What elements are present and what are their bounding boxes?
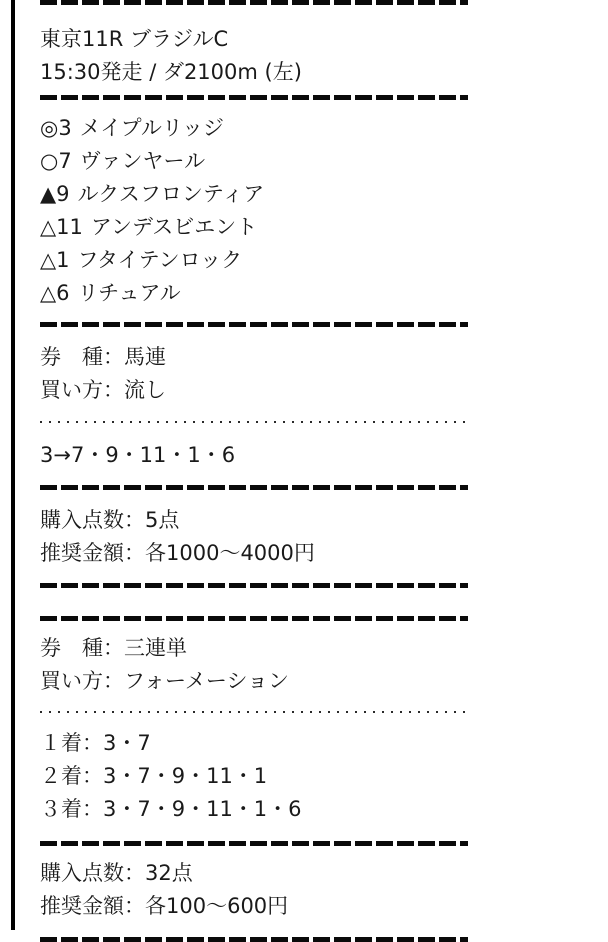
race-header [40,23,468,89]
pick-horse-name: リチュアル [77,281,181,305]
pick-row [40,211,468,244]
amount-line: 推奨金額：各1000〜4000円 [40,541,315,565]
pick-horse-number: 11 [56,215,83,239]
formation-row-third: ３着：3・7・9・11・1・6 [40,797,302,821]
umaren-selection: 3→7・9・11・1・6 [40,443,236,467]
pick-mark-renka: △ [40,248,57,272]
section-divider [40,937,468,942]
dotted-divider [40,421,468,423]
section-divider [40,616,468,621]
formation-row-first: １着：3・7 [40,731,151,755]
race-title: 東京11R ブラジルC [40,27,229,51]
section-divider [40,0,468,5]
points-line: 購入点数：32点 [40,861,193,885]
points-line: 購入点数：5点 [40,508,180,532]
pick-horse-name: アンデスビエント [90,215,258,239]
race-conditions: 15:30発走 / ダ2100m (左) [40,60,302,84]
blockquote-bar [11,0,15,930]
pick-list [40,112,468,310]
sanrentan-bet-header [40,632,468,698]
pick-horse-name: フタイテンロック [77,248,243,272]
sanrentan-purchase-info [40,857,468,923]
bet-method-line: 買い方：流し [40,378,166,402]
pick-mark-taikou: ○ [40,149,59,173]
pick-mark-renka: △ [40,215,57,239]
section-divider [40,95,468,100]
section-divider [40,841,468,846]
pick-horse-name: メイプルリッジ [79,116,224,140]
umaren-bet-header [40,341,468,407]
formation-row-second: ２着：3・7・9・11・1 [40,764,268,788]
bet-type-line: 券 種：三連単 [40,636,187,660]
section-divider [40,583,468,588]
pick-row [40,112,468,145]
pick-horse-number: 1 [56,248,70,272]
document-content [40,0,468,942]
pick-row [40,178,468,211]
formation-rows [40,727,468,826]
amount-line: 推奨金額：各100〜600円 [40,894,289,918]
section-divider [40,485,468,490]
bet-type-line: 券 種：馬連 [40,345,166,369]
pick-horse-number: 6 [56,281,70,305]
pick-row [40,244,468,277]
pick-mark-renka: △ [40,281,57,305]
pick-horse-name: ルクスフロンティア [77,182,265,206]
pick-horse-number: 7 [58,149,72,173]
pick-mark-honmei: ◎ [40,116,59,140]
bet-method-line: 買い方：フォーメーション [40,669,290,693]
section-divider [40,322,468,327]
pick-horse-number: 3 [58,116,72,140]
pick-horse-name: ヴァンヤール [79,149,206,173]
pick-row [40,145,468,178]
umaren-purchase-info [40,504,468,570]
pick-mark-tanana: ▲ [40,182,57,206]
dotted-divider [40,711,468,713]
pick-row [40,277,468,310]
pick-horse-number: 9 [56,182,70,206]
